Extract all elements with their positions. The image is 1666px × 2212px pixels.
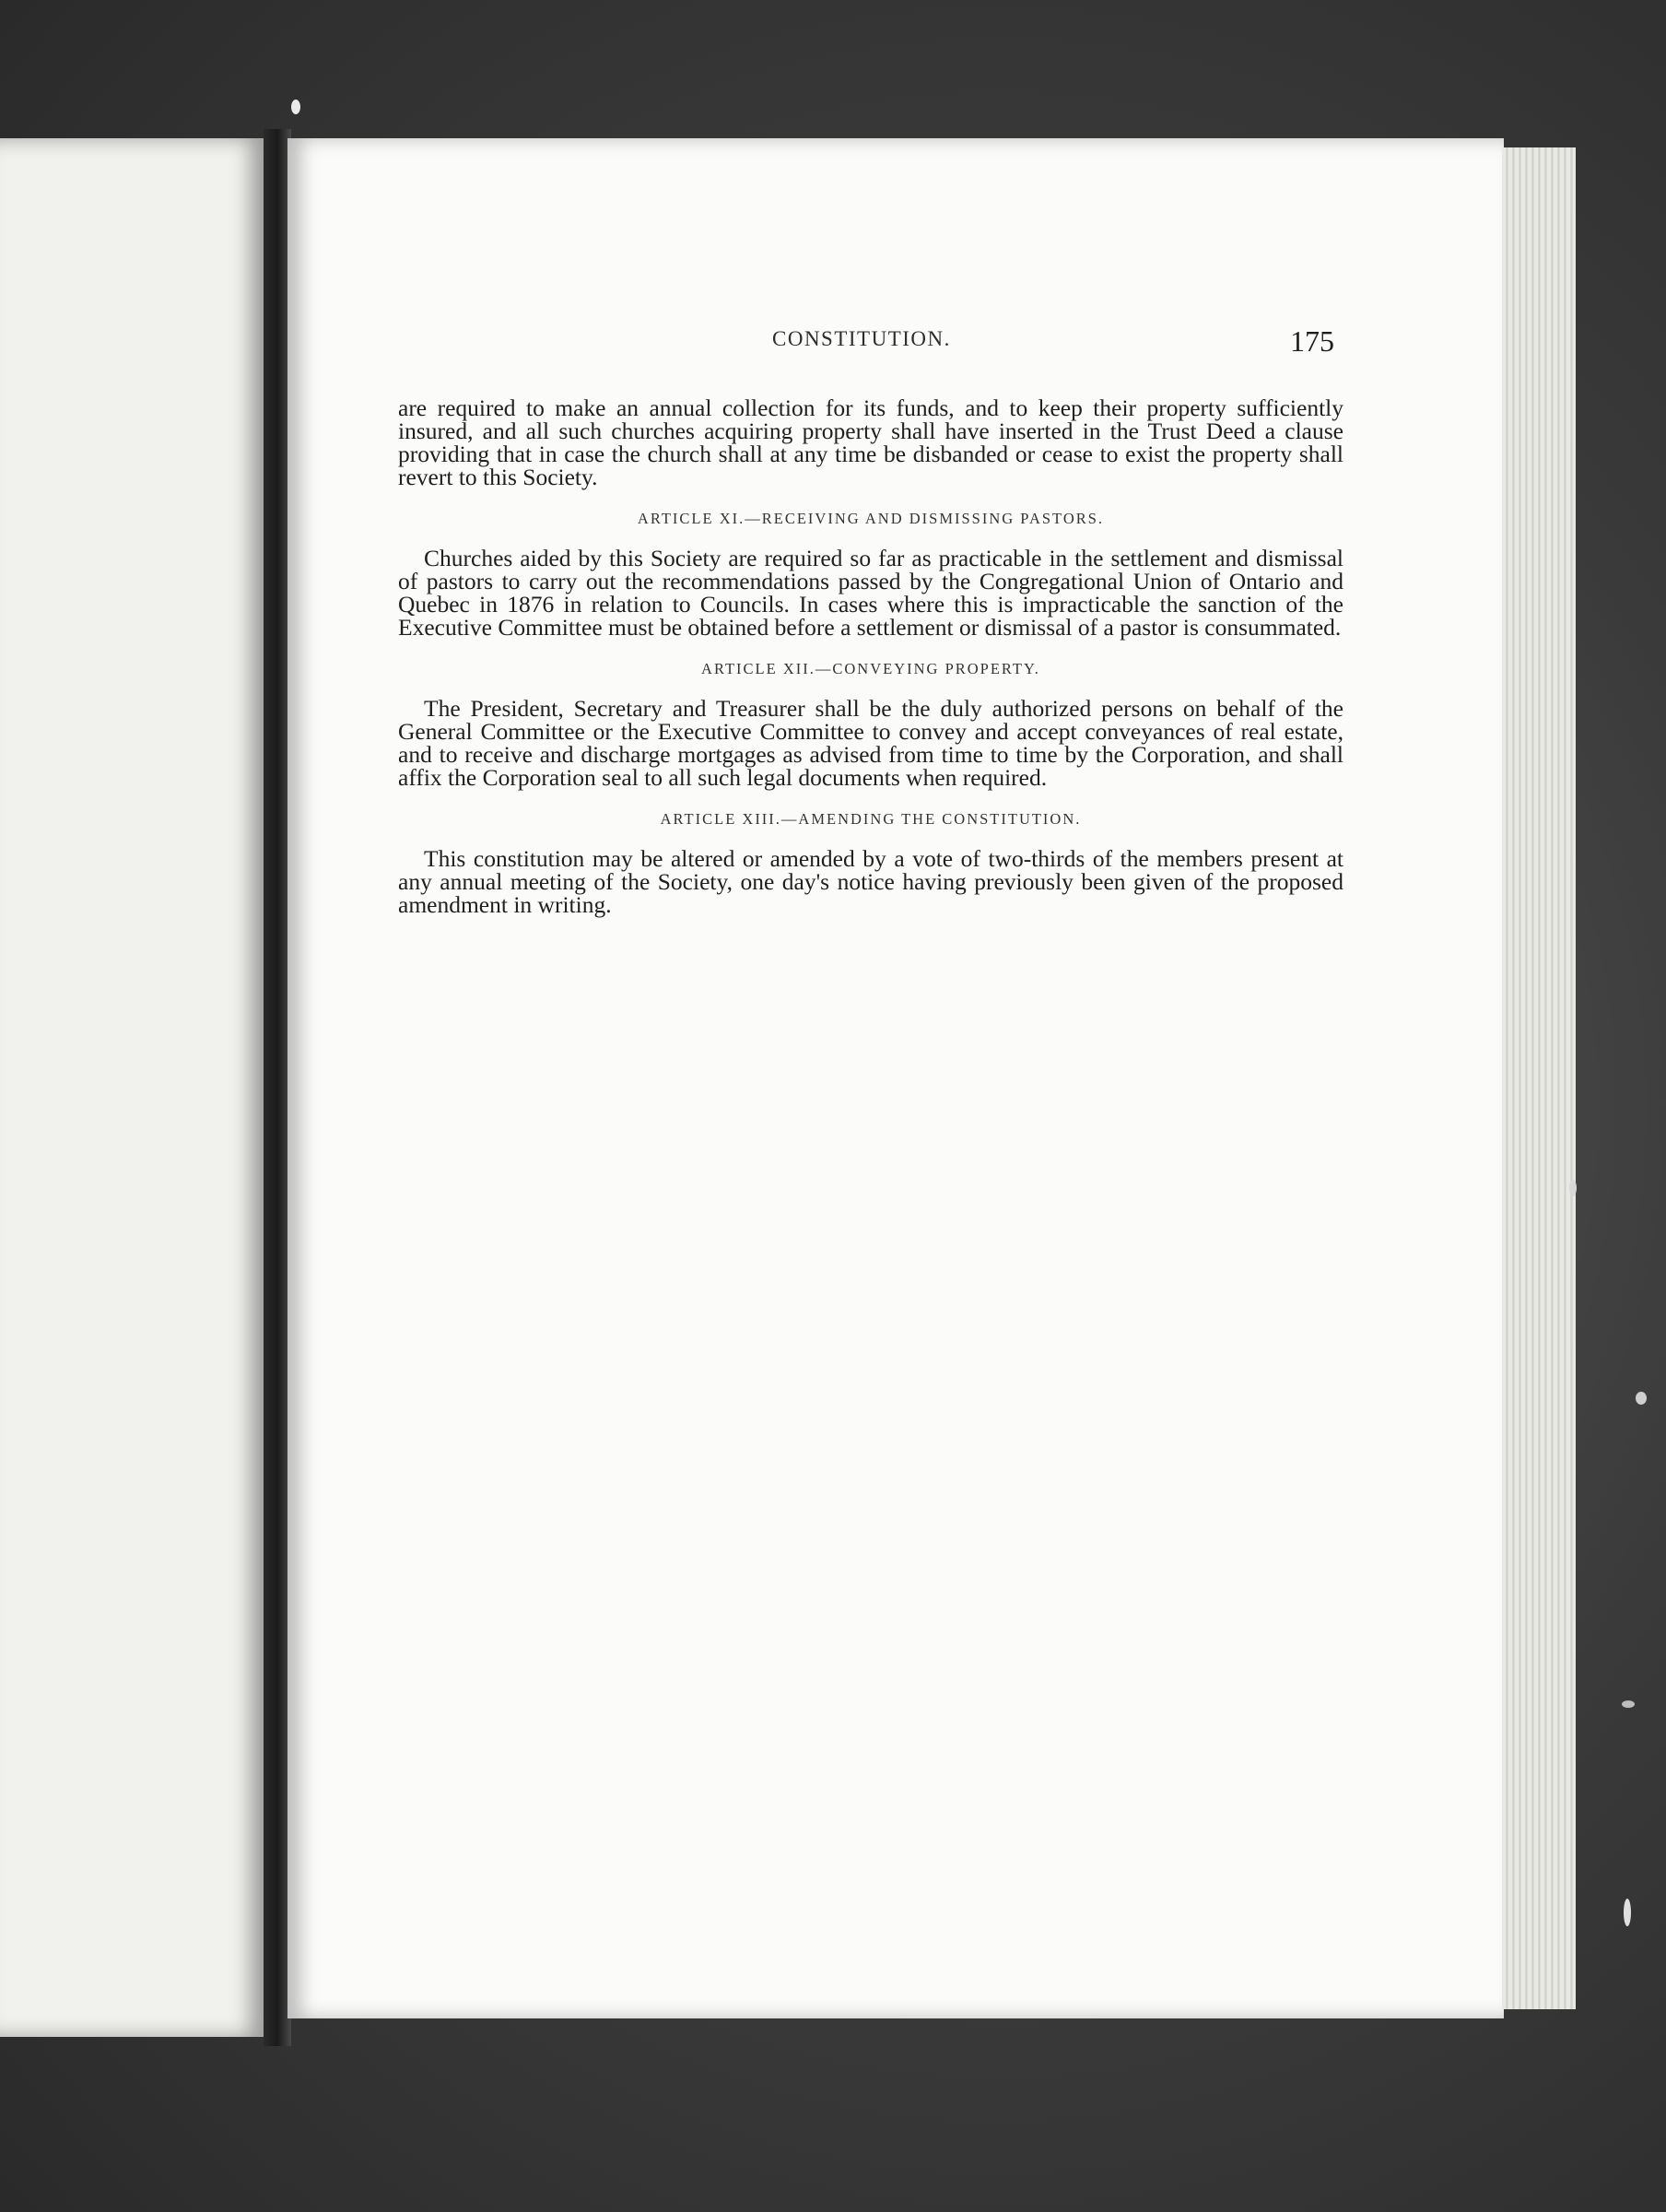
opening-paragraph: are required to make an annual collection for its funds, and to keep their property sufficiently insured, and all such churches acquiring property shall have inserted in the Trust Deed a clause providing that in case the church shall at any time be disbanded or cease to exist the property shall revert to this Society. <box>398 394 1343 490</box>
film-speck <box>1636 1392 1647 1405</box>
article-xiii-heading: ARTICLE XIII.—AMENDING THE CONSTITUTION. <box>660 810 1082 828</box>
article-xii-text: The President, Secretary and Treasurer shall be the duly authorized persons on behalf of the General Committee or the Executive Committee to convey and accept conveyances of real estate, and to receive and discharge mortgages as advised from time to time by the Corporation, and shall affix the Corporation seal to all such legal documents when required. <box>398 695 1343 791</box>
page-edge-stack <box>1502 147 1576 2009</box>
page-body <box>398 396 1343 916</box>
article-xii-heading: ARTICLE XII.—CONVEYING PROPERTY. <box>701 660 1040 677</box>
film-speck <box>1569 1180 1577 1196</box>
running-head: CONSTITUTION. <box>772 327 951 350</box>
film-speck <box>1622 1700 1635 1708</box>
article-xi-text: Churches aided by this Society are required so far as practicable in the settlement and dismissal of pastors to carry out the recommendations passed by the Congregational Union of Ontario and Quebec in 1876 in relation to Councils. In cases where this is impracticable the sanction of the Executive Committee must be obtained before a settlement or dismissal of a pastor is consummated. <box>398 545 1343 641</box>
page-number: 175 <box>1290 324 1334 358</box>
article-xiii-text: This constitution may be altered or amended by a vote of two-thirds of the members present at any annual meeting of the Society, one day's notice having previously been given of the proposed amendment in writing. <box>398 845 1343 918</box>
film-speck <box>1624 1899 1631 1926</box>
article-xi-heading: ARTICLE XI.—RECEIVING AND DISMISSING PASTORS. <box>637 510 1105 527</box>
film-speck <box>291 100 300 114</box>
left-page <box>0 138 267 2037</box>
